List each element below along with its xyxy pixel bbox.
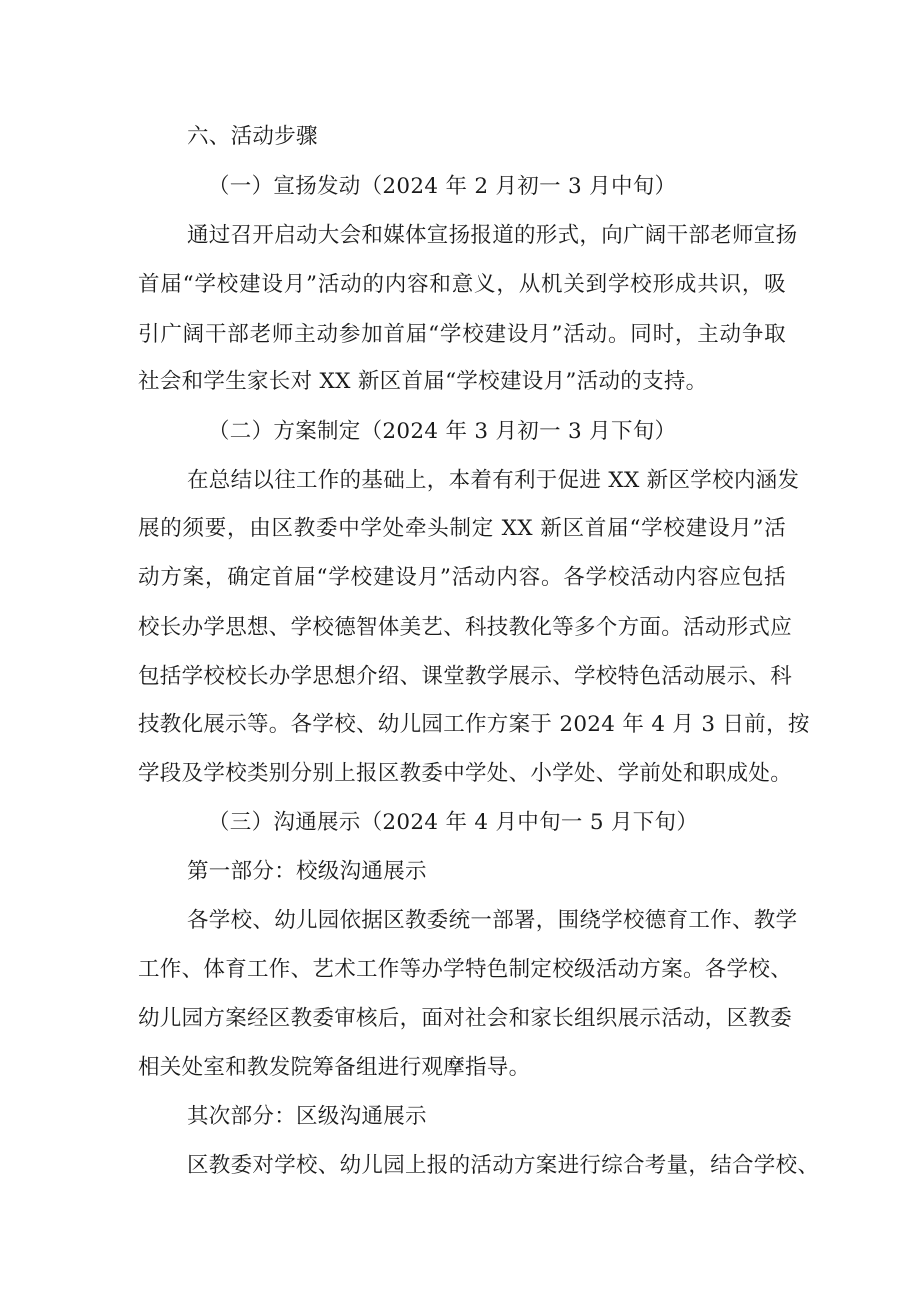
phase-2-heading: （二）方案制定（2024 年 3 月初一 3 月下旬） [208,419,677,444]
paragraph-line: 各学校、幼儿园依据区教委统一部署，围绕学校德育工作、教学 [187,908,798,933]
part-1-title: 第一部分：校级沟通展示 [187,859,427,884]
paragraph-line: 通过召开启动大会和媒体宣扬报道的形式，向广阔干部老师宣扬 [187,223,798,248]
paragraph-line: 相关处室和教发院筹备组进行观摩指导。 [138,1055,531,1080]
paragraph-line: 包括学校校长办学思想介绍、课堂教学展示、学校特色活动展示、科 [138,664,793,689]
paragraph-line: 动方案，确定首届“学校建设月”活动内容。各学校活动内容应包括 [138,565,786,590]
paragraph-line: 首届“学校建设月”活动的内容和意义，从机关到学校形成共识，吸 [138,272,786,297]
paragraph-line: 社会和学生家长对 XX 新区首届“学校建设月”活动的支持。 [138,369,708,394]
paragraph-line: 学段及学校类别分别上报区教委中学处、小学处、学前处和职成处。 [138,761,793,786]
paragraph-line: 引广阔干部老师主动参加首届“学校建设月”活动。同时，主动争取 [138,322,786,347]
paragraph-line: 技教化展示等。各学校、幼儿园工作方案于 2024 年 4 月 3 日前，按 [138,712,810,737]
paragraph-line: 展的须要，由区教委中学处牵头制定 XX 新区首届“学校建设月”活 [138,516,786,541]
paragraph-line: 校长办学思想、学校德智体美艺、科技教化等多个方面。活动形式应 [138,615,793,640]
paragraph-line: 幼儿园方案经区教委审核后，面对社会和家长组织展示活动，区教委 [138,1006,793,1031]
paragraph-line: 区教委对学校、幼儿园上报的活动方案进行综合考量，结合学校、 [187,1153,820,1178]
paragraph-line: 工作、体育工作、艺术工作等办学特色制定校级活动方案。各学校、 [138,957,793,982]
phase-1-heading: （一）宣扬发动（2024 年 2 月初一 3 月中旬） [208,174,677,199]
paragraph-line: 在总结以往工作的基础上，本着有利于促进 XX 新区学校内涵发 [187,468,800,493]
phase-3-heading: （三）沟通展示（2024 年 4 月中旬一 5 月下旬） [208,810,699,835]
part-2-title: 其次部分：区级沟通展示 [187,1104,427,1129]
section-heading: 六、活动步骤 [187,124,318,149]
